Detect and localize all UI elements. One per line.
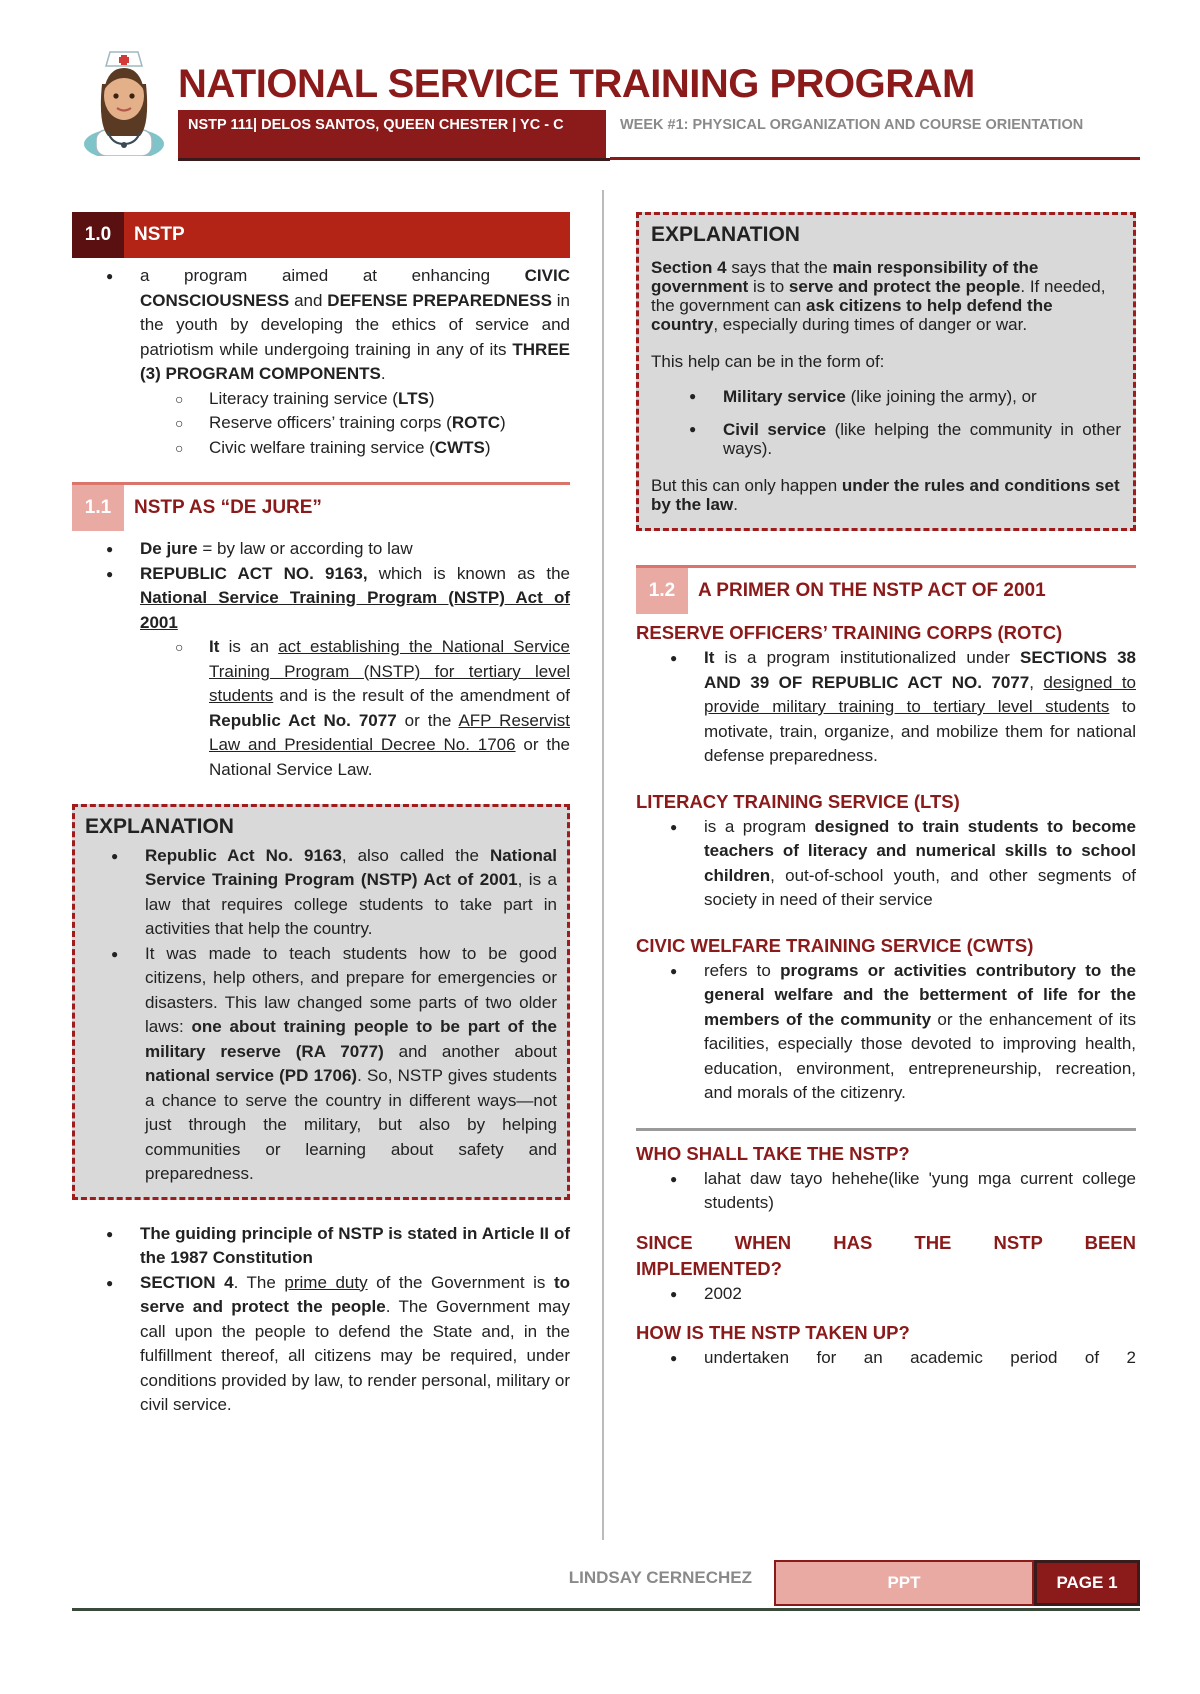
list-item: ● Republic Act No. 9163, also called the National Service Training Program (NSTP) Act of 2001, is a law that requires college students to take part in activities that help the country. xyxy=(145,844,557,942)
who-heading: WHO SHALL TAKE THE NSTP? xyxy=(636,1142,910,1164)
section-number: 1.0 xyxy=(72,212,124,258)
rotc-list xyxy=(636,646,1136,769)
explanation-text: This help can be in the form of: xyxy=(651,352,885,371)
dejure-list xyxy=(72,537,570,782)
page-title: NATIONAL SERVICE TRAINING PROGRAM xyxy=(178,62,975,106)
list-item: ● Civil service (like helping the community in other ways). xyxy=(723,420,1121,458)
nstp-list xyxy=(72,264,570,460)
rotc-heading: RESERVE OFFICERS’ TRAINING CORPS (ROTC) xyxy=(636,622,1063,643)
section-title: NSTP AS “DE JURE” xyxy=(134,496,322,518)
explanation-box xyxy=(636,212,1136,531)
course-info: NSTP 111| DELOS SANTOS, QUEEN CHESTER | YC - C xyxy=(178,110,606,160)
who-list xyxy=(636,1167,1136,1216)
list-item: ● Military service (like joining the army), or xyxy=(723,387,1121,406)
section-header-1-1 xyxy=(72,482,570,531)
section-title: NSTP xyxy=(124,212,570,258)
section-header-1-2 xyxy=(636,565,1136,614)
section-number: 1.2 xyxy=(636,568,688,614)
list-item: ○ Literacy training service (LTS) xyxy=(209,387,570,412)
page-footer xyxy=(72,1560,1140,1620)
list-item: ● refers to programs or activities contributory to the general welfare and the betterment of life for the members of the community or the enhancement of its facilities, especially those devoted to improving health, education, environment, entrepreneurship, recreation, and morals of the citizenry. xyxy=(704,959,1136,1106)
page-header xyxy=(78,44,1138,164)
explanation-list xyxy=(85,844,557,1187)
week-info: WEEK #1: PHYSICAL ORGANIZATION AND COURSE ORIENTATION xyxy=(610,110,1140,160)
column-divider xyxy=(602,190,604,1540)
list-item: ● De jure = by law or according to law xyxy=(140,537,570,562)
how-heading: HOW IS THE NSTP TAKEN UP? xyxy=(636,1322,910,1343)
explanation-text: Section 4 says that the main responsibility of the government is to serve and protect the people. If needed, the government can ask citizens to help defend the country, especially during times of danger or war. xyxy=(651,258,1106,334)
explanation-text: But this can only happen under the rules and conditions set by the law. xyxy=(651,476,1120,514)
cwts-list xyxy=(636,959,1136,1106)
lts-heading: LITERACY TRAINING SERVICE (LTS) xyxy=(636,790,960,812)
list-item: ○ Civic welfare training service (CWTS) xyxy=(209,436,570,461)
since-heading: SINCE WHEN HAS THE NSTP BEEN IMPLEMENTED? xyxy=(636,1231,1136,1279)
ra-sublist xyxy=(137,635,570,782)
left-column xyxy=(72,212,570,1418)
ppt-label: PPT xyxy=(774,1560,1034,1606)
cwts-heading: CIVIC WELFARE TRAINING SERVICE (CWTS) xyxy=(636,934,1034,956)
list-item: ● REPUBLIC ACT NO. 9163, which is known as the National Service Training Program (NSTP) Act of 2001 ○ It is an act establishing the National Service Training Program (NSTP) for tertiary level students and is the result of the amendment of Republic Act No. 7077 or the AFP Reservist Law and Presidential Decree No. 1706 or the National Service Law. xyxy=(140,562,570,783)
guiding-list xyxy=(72,1222,570,1418)
author-name: LINDSAY CERNECHEZ xyxy=(568,1568,752,1587)
how-list xyxy=(636,1346,1136,1371)
lts-list xyxy=(636,815,1136,913)
divider xyxy=(178,158,610,161)
list-item: ● The guiding principle of NSTP is stated in Article II of the 1987 Constitution xyxy=(140,1222,570,1271)
list-item: ● 2002 xyxy=(704,1282,1136,1307)
divider xyxy=(636,1128,1136,1131)
list-item: ● undertaken for an academic period of 2 xyxy=(704,1346,1136,1371)
nurse-avatar-icon xyxy=(78,44,170,156)
service-list xyxy=(651,387,1121,458)
explanation-box xyxy=(72,804,570,1200)
list-item: ○ It is an act establishing the National Service Training Program (NSTP) for tertiary level students and is the result of the amendment of Republic Act No. 7077 or the AFP Reservist Law and Presidential Decree No. 1706 or the National Service Law. xyxy=(209,635,570,782)
divider xyxy=(72,1608,1140,1611)
page-number: PAGE 1 xyxy=(1034,1560,1140,1606)
component-list xyxy=(137,387,570,461)
list-item: ● is a program designed to train students to become teachers of literacy and numerical skills to school children, out-of-school youth, and other segments of society in need of their service xyxy=(704,815,1136,913)
list-item: ● It was made to teach students how to be good citizens, help others, and prepare for emergencies or disasters. This law changed some parts of two older laws: one about training people to be part of the military reserve (RA 7077) and another about national service (PD 1706). So, NSTP gives students a chance to serve the country in different ways—not just through the military, but also by helping communities or learning about safety and preparedness. xyxy=(145,942,557,1187)
explanation-title: EXPLANATION xyxy=(85,815,234,838)
list-item: ● lahat daw tayo hehehe(like 'yung mga current college students) xyxy=(704,1167,1136,1216)
section-header-1-0 xyxy=(72,212,570,258)
explanation-title: EXPLANATION xyxy=(651,223,800,246)
list-item: ● SECTION 4. The prime duty of the Government is to serve and protect the people. The Government may call upon the people to defend the State and, in the fulfillment thereof, all citizens may be required, under conditions provided by law, to render personal, military or civil service. xyxy=(140,1271,570,1418)
list-item: ● It is a program institutionalized under SECTIONS 38 AND 39 OF REPUBLIC ACT NO. 7077, designed to provide military training to tertiary level students to motivate, train, organize, and mobilize them for national defense preparedness. xyxy=(704,646,1136,769)
right-column xyxy=(636,212,1136,1371)
list-item: ○ Reserve officers’ training corps (ROTC) xyxy=(209,411,570,436)
section-title: A PRIMER ON THE NSTP ACT OF 2001 xyxy=(698,579,1046,601)
section-number: 1.1 xyxy=(72,485,124,531)
since-list xyxy=(636,1282,1136,1307)
list-item: ● a program aimed at enhancing CIVIC CONSCIOUSNESS and DEFENSE PREPAREDNESS in the youth by developing the ethics of service and patriotism while undergoing training in any of its THREE (3) PROGRAM COMPONENTS. ○ Literacy training service (LTS) ○ Reserve officers’ training corps (ROTC) ○ Civic welfare training service (CWTS) xyxy=(140,264,570,460)
